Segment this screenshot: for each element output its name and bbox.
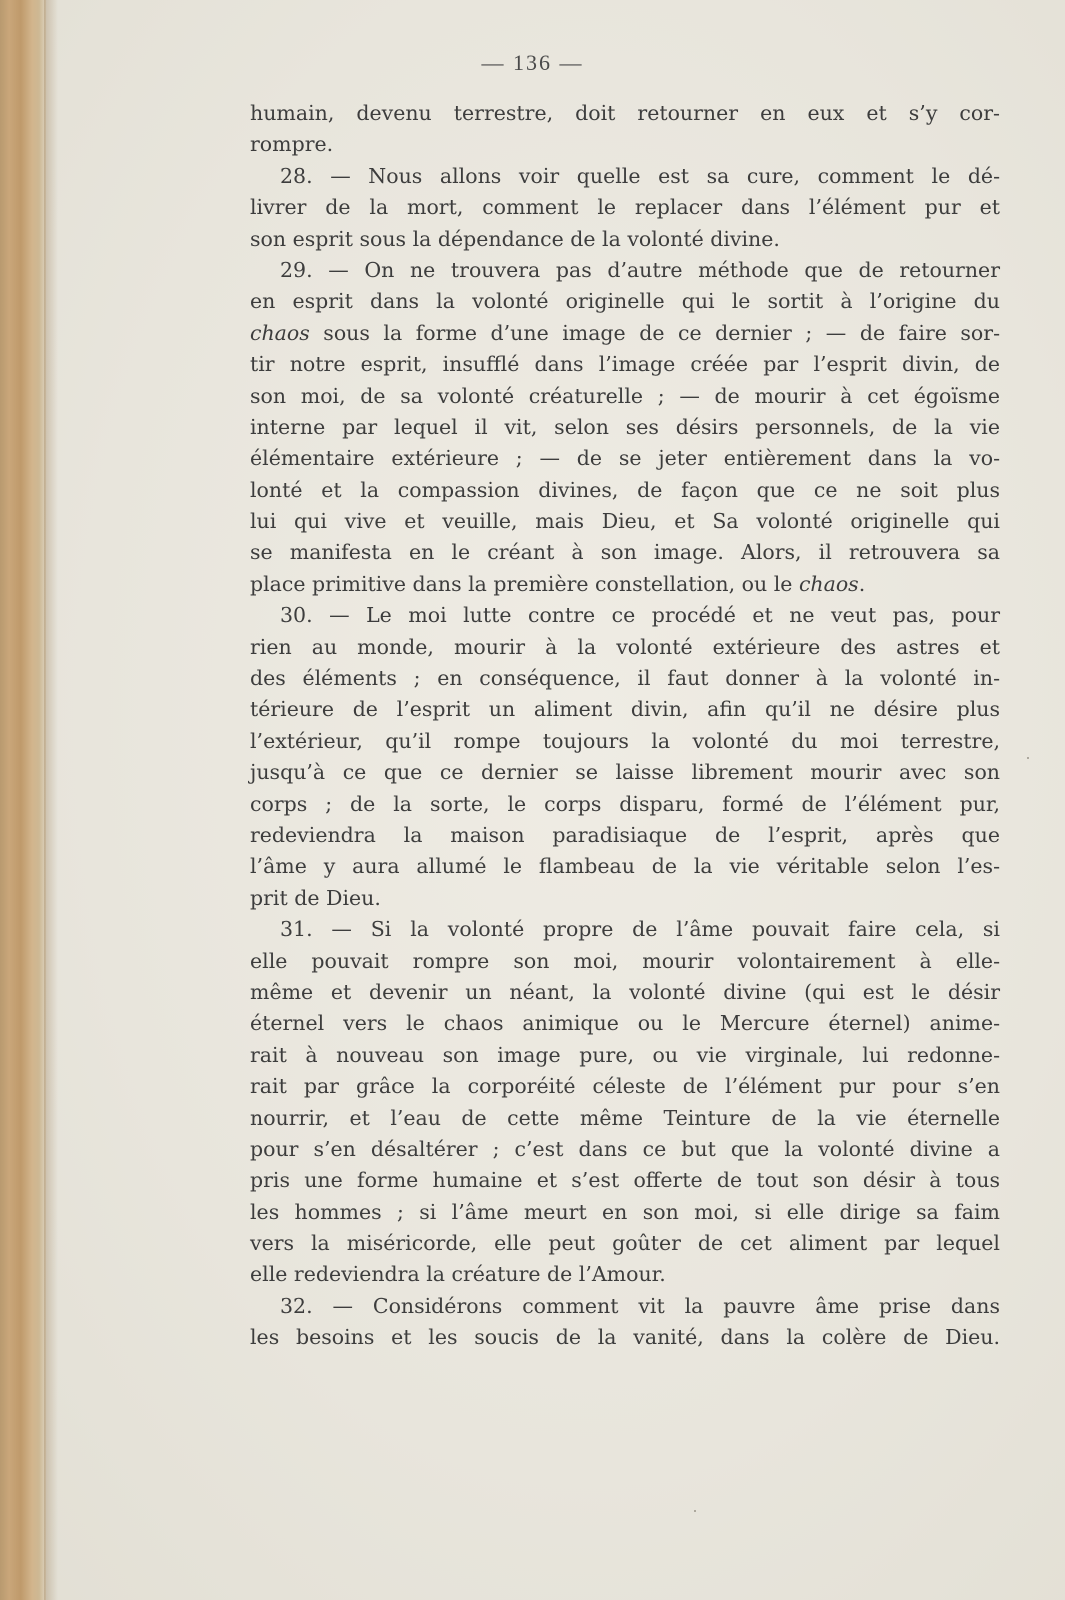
line-text: des éléments ; en conséquence, il faut donner à la volonté in- [250,666,1000,691]
text-line [250,820,1000,851]
text-line [250,475,1000,506]
line-text: même et devenir un néant, la volonté divine (qui est le désir [250,979,1000,1004]
text-line [250,192,1000,223]
line-text: 32. — Considérons comment vit la pauvre âme prise dans [280,1293,1000,1318]
line-text: rompre. [250,132,334,157]
text-line [250,1165,1000,1196]
text-line [250,600,1000,631]
text-line [250,726,1000,757]
text-line [250,883,1000,914]
text-line [250,694,1000,725]
line-text: prit de Dieu. [250,885,381,910]
text-line [250,569,1000,600]
text-line [250,381,1000,412]
text-line [250,1228,1000,1259]
line-text: sous la forme d’une image de ce dernier ; — de faire sor- [309,320,1000,345]
line-text: en esprit dans la volonté originelle qui le sortit à l’origine du [250,289,1000,314]
line-text: éternel vers le chaos animique ou le Mercure éternel) anime- [250,1011,1000,1036]
text-line [250,412,1000,443]
text-line [250,129,1000,160]
text-line [250,1008,1000,1039]
line-text: rait par grâce la corporéité céleste de l’élément pur pour s’en [250,1074,1000,1099]
text-line [250,286,1000,317]
text-line [250,789,1000,820]
line-text: lui qui vive et veuille, mais Dieu, et Sa volonté originelle qui [250,509,1000,534]
line-text: corps ; de la sorte, le corps disparu, formé de l’élément pur, [250,791,1000,816]
paper-speck [1027,757,1029,759]
text-line [250,1134,1000,1165]
line-text: se manifesta en le créant à son image. Alors, il retrouvera sa [250,540,1000,565]
line-text: les hommes ; si l’âme meurt en son moi, si elle dirige sa faim [250,1199,1000,1224]
page-body-text [250,98,1000,1354]
paper-speck [694,1510,696,1512]
line-text: nourrir, et l’eau de cette même Teinture de la vie éternelle [250,1105,1000,1130]
text-line [250,1197,1000,1228]
line-text: pour s’en désaltérer ; c’est dans ce but que la volonté divine a [250,1136,1000,1161]
line-text: élémentaire extérieure ; — de se jeter entièrement dans la vo- [250,446,1000,471]
line-text: 28. — Nous allons voir quelle est sa cure, comment le dé- [280,163,1000,188]
line-text: elle pouvait rompre son moi, mourir volontairement à elle- [250,948,1000,973]
line-text: rait à nouveau son image pure, ou vie virginale, lui redonne- [250,1042,1000,1067]
text-line [250,537,1000,568]
line-text: 29. — On ne trouvera pas d’autre méthode que de retourner [280,257,1000,282]
line-text: rien au monde, mourir à la volonté extérieure des astres et [250,634,1000,659]
text-line [250,1103,1000,1134]
text-line [250,946,1000,977]
line-text: l’âme y aura allumé le flambeau de la vie véritable selon l’es- [250,854,1000,879]
line-text: l’extérieur, qu’il rompe toujours la volonté du moi terrestre, [250,728,1000,753]
line-text: térieure de l’esprit un aliment divin, afin qu’il ne désire plus [250,697,1000,722]
line-text: tir notre esprit, insufflé dans l’image créée par l’esprit divin, de [250,352,1000,377]
text-line [250,255,1000,286]
page-number: — 136 — [481,50,584,75]
page-binding-edge [0,0,46,1600]
text-line [250,98,1000,129]
binding-shadow [44,0,58,1600]
line-text: livrer de la mort, comment le replacer dans l’élément pur et [250,195,1000,220]
text-line [250,914,1000,945]
text-line [250,977,1000,1008]
line-text: jusqu’à ce que ce dernier se laisse librement mourir avec son [250,760,1000,785]
line-text: 31. — Si la volonté propre de l’âme pouvait faire cela, si [280,917,1000,942]
text-line [250,506,1000,537]
line-tail: . [858,571,866,596]
line-text: lonté et la compassion divines, de façon que ce ne soit plus [250,477,1000,502]
text-line [250,1071,1000,1102]
line-text: redeviendra la maison paradisiaque de l’esprit, après que [250,822,1000,847]
text-line [250,632,1000,663]
text-line [250,757,1000,788]
text-line [250,851,1000,882]
text-line [250,1291,1000,1322]
text-line [250,318,1000,349]
text-line [250,443,1000,474]
text-line [250,1259,1000,1290]
text-line [250,161,1000,192]
line-text: les besoins et les soucis de la vanité, dans la colère de Dieu. [250,1325,1000,1350]
text-line [250,663,1000,694]
line-text: son esprit sous la dépendance de la volonté divine. [250,226,780,251]
line-text: place primitive dans la première constellation, ou le [250,571,799,596]
line-text: elle redeviendra la créature de l’Amour. [250,1262,666,1287]
line-text: pris une forme humaine et s’est offerte de tout son désir à tous [250,1168,1000,1193]
italic-word: chaos [250,320,310,345]
line-text: 30. — Le moi lutte contre ce procédé et ne veut pas, pour [280,603,1000,628]
line-text: interne par lequel il vit, selon ses désirs personnels, de la vie [250,414,1000,439]
line-text: humain, devenu terrestre, doit retourner en eux et s’y cor- [250,101,1000,125]
line-text: son moi, de sa volonté créaturelle ; — de mourir à cet égoïsme [250,383,1000,408]
text-line [250,1040,1000,1071]
line-text: vers la miséricorde, elle peut goûter de cet aliment par lequel [250,1231,1000,1256]
text-line [250,224,1000,255]
text-line [250,349,1000,380]
italic-word: chaos [798,571,859,596]
text-line [250,1322,1000,1353]
